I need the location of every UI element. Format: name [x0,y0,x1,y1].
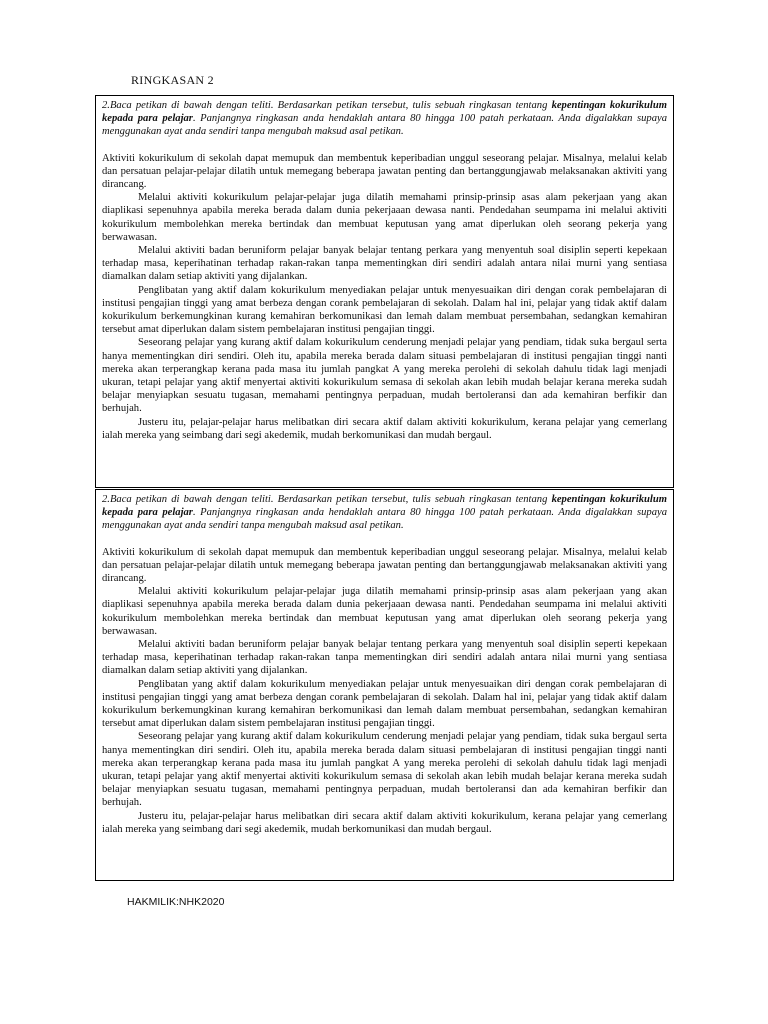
passage-paragraph: Melalui aktiviti badan beruniform pelajar banyak belajar tentang perkara yang menyentuh soal disiplin seperti kepekaan terhadap masa, keperihatinan terhadap rakan-rakan tanpa mementingkan diri sendiri adalah antara nilai murni yang sentiasa diamalkan dalam setiap aktiviti yang dijalankan. [102,639,667,677]
passage-paragraph: Penglibatan yang aktif dalam kokurikulum menyediakan pelajar untuk menyesuaikan diri dengan corak pembelajaran di institusi pengajian tinggi yang amat berbeza dengan corank pembelajaran di sekolah. Dalam hal ini, pelajar yang tidak aktif dalam kokurikulum berkemungkinan kurang kemahiran berkomunikasi dan lemah dalam membuat persembahan, sedangkan kemahiran tersebut amat diperlukan dalam sistem pembelajaran institusi pengajian tinggi. [102,284,667,336]
instruction-bold: kepentingan kokurikulum kepada para pelajar [102,494,667,519]
instruction-before: 2.Baca petikan di bawah dengan teliti. Berdasarkan petikan tersebut, tulis sebuah ringkasan tentang [102,494,552,505]
copyright-footer: HAKMILIK:NHK2020 [127,896,225,908]
passage-paragraph: Melalui aktiviti kokurikulum pelajar-pelajar juga dilatih memahami prinsip-prinsip asas alam pekerjaan yang akan diaplikasi sepenuhnya apabila mereka berada dalam dunia pekerjaaan dewasa nanti. Pendedahan seumpama ini melalui aktiviti kokurikulum membolehkan mereka bertindak dan membuat keputusan yang amat diperlukan oleh seorang pekerja yang berwawasan. [102,192,667,243]
page-title: RINGKASAN 2 [131,73,214,87]
passage-paragraph: Justeru itu, pelajar-pelajar harus melibatkan diri secara aktif dalam aktiviti kokurikulum, kerana pelajar yang cemerlang ialah mereka yang seimbang dari segi akedemik, mudah berkomunikasi dan mudah bergaul. [102,416,667,441]
passage-paragraph: Justeru itu, pelajar-pelajar harus melibatkan diri secara aktif dalam aktiviti kokurikulum, kerana pelajar yang cemerlang ialah mereka yang seimbang dari segi akedemik, mudah berkomunikasi dan mudah bergaul. [102,810,667,835]
passage-paragraph: Aktiviti kokurikulum di sekolah dapat memupuk dan membentuk keperibadian unggul seseorang pelajar. Misalnya, melalui kelab dan persatuan pelajar-pelajar dilatih untuk memegang beberapa jawatan penting dan bertanggungjawab melaksanakan aktiviti yang dirancang. [102,546,667,585]
passage-paragraph: Melalui aktiviti kokurikulum pelajar-pelajar juga dilatih memahami prinsip-prinsip asas alam pekerjaan yang akan diaplikasi sepenuhnya apabila mereka berada dalam dunia pekerjaaan dewasa nanti. Pendedahan seumpama ini melalui aktiviti kokurikulum membolehkan mereka bertindak dan membuat keputusan yang amat diperlukan oleh seorang pekerja yang berwawasan. [102,586,667,637]
instruction-text [102,493,667,533]
passage-paragraph: Melalui aktiviti badan beruniform pelajar banyak belajar tentang perkara yang menyentuh soal disiplin seperti kepekaan terhadap masa, keperihatinan terhadap rakan-rakan tanpa mementingkan diri sendiri adalah antara nilai murni yang sentiasa diamalkan dalam setiap aktiviti yang dijalankan. [102,245,667,283]
instruction-before: 2.Baca petikan di bawah dengan teliti. Berdasarkan petikan tersebut, tulis sebuah ringkasan tentang [102,100,552,111]
passage-paragraph: Penglibatan yang aktif dalam kokurikulum menyediakan pelajar untuk menyesuaikan diri dengan corak pembelajaran di institusi pengajian tinggi yang amat berbeza dengan corank pembelajaran di sekolah. Dalam hal ini, pelajar yang tidak aktif dalam kokurikulum berkemungkinan kurang kemahiran berkomunikasi dan lemah dalam membuat persembahan, sedangkan kemahiran tersebut amat diperlukan dalam sistem pembelajaran institusi pengajian tinggi. [102,678,667,730]
question-box-2 [95,489,674,881]
instruction-after: . Panjangnya ringkasan anda hendaklah antara 80 hingga 100 patah perkataan. Anda digalakkan supaya menggunakan ayat anda sendiri tanpa mengubah maksud asal petikan. [102,507,667,532]
passage-paragraph: Seseorang pelajar yang kurang aktif dalam kokurikulum cenderung menjadi pelajar yang pendiam, tidak suka bergaul serta hanya mementingkan diri sendiri. Oleh itu, apabila mereka berada dalam situasi pembelajaran di institusi pengajian tinggi nanti mereka akan terperangkap kerana pada masa itu jumlah pangkat A yang mereka perolehi di sekolah dahulu tidak lagi menjadi ukuran, tetapi pelajar yang aktif menyertai aktiviti kokurikulum semasa di sekolah akan lebih mudah belajar kerana mereka sudah belajar menyiapkan sesuatu tugasan, memahami pentingnya perpaduan, mudah bertoleransi dan ada kemahiran berfikir dan berhujah. [102,337,667,415]
instruction-bold: kepentingan kokurikulum kepada para pelajar [102,100,667,125]
question-box-1 [95,95,674,488]
instruction-after: . Panjangnya ringkasan anda hendaklah antara 80 hingga 100 patah perkataan. Anda digalakkan supaya menggunakan ayat anda sendiri tanpa mengubah maksud asal petikan. [102,113,667,138]
instruction-text [102,99,667,139]
passage-paragraph: Aktiviti kokurikulum di sekolah dapat memupuk dan membentuk keperibadian unggul seseorang pelajar. Misalnya, melalui kelab dan persatuan pelajar-pelajar dilatih untuk memegang beberapa jawatan penting dan bertanggungjawab melaksanakan aktiviti yang dirancang. [102,152,667,191]
passage-paragraph: Seseorang pelajar yang kurang aktif dalam kokurikulum cenderung menjadi pelajar yang pendiam, tidak suka bergaul serta hanya mementingkan diri sendiri. Oleh itu, apabila mereka berada dalam situasi pembelajaran di institusi pengajian tinggi nanti mereka akan terperangkap kerana pada masa itu jumlah pangkat A yang mereka perolehi di sekolah dahulu tidak lagi menjadi ukuran, tetapi pelajar yang aktif menyertai aktiviti kokurikulum semasa di sekolah akan lebih mudah belajar kerana mereka sudah belajar menyiapkan sesuatu tugasan, memahami pentingnya perpaduan, mudah bertoleransi dan ada kemahiran berfikir dan berhujah. [102,731,667,809]
